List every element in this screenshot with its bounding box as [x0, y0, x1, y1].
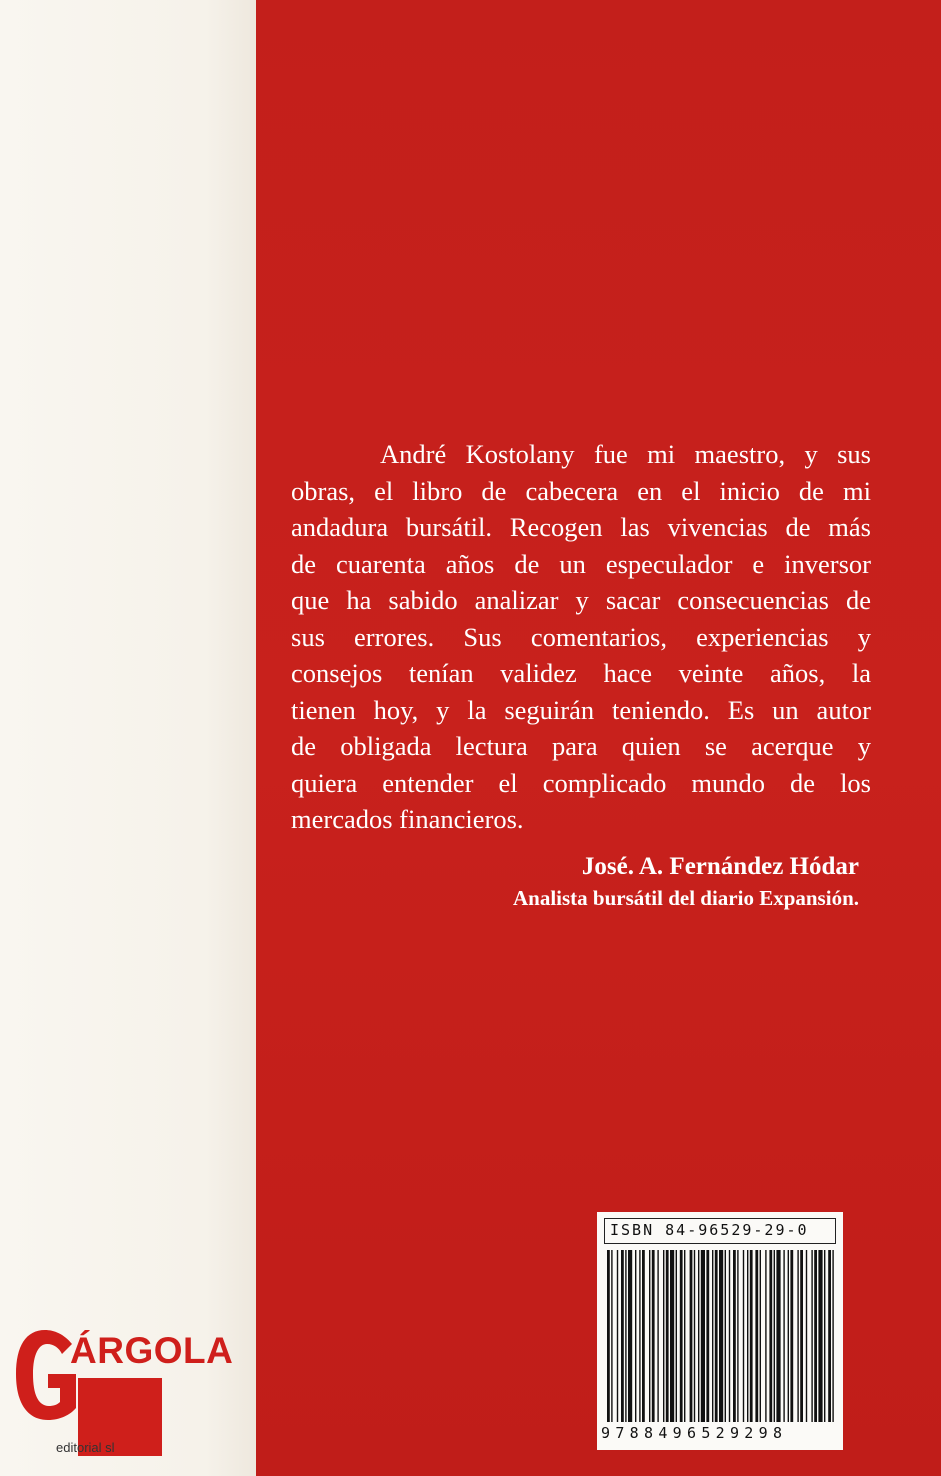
quote-line: mercados financieros. [291, 804, 524, 834]
barcode-bar [712, 1250, 713, 1422]
barcode-bar [797, 1250, 798, 1422]
barcode-bar [755, 1250, 758, 1422]
barcode-bar [828, 1250, 831, 1422]
quote-line: obras, el libro de cabecera en el inicio de mi [291, 475, 871, 506]
barcode-bar [706, 1250, 709, 1422]
quote-line: tienen hoy, y la seguirán teniendo. Es un autor [291, 694, 871, 725]
isbn-barcode [597, 1212, 843, 1450]
barcode-bar [814, 1250, 817, 1422]
barcode-bar [783, 1250, 784, 1422]
barcode-bar [698, 1250, 699, 1422]
barcode-bar [642, 1250, 645, 1422]
barcode-bar [663, 1250, 664, 1422]
quote-line: quiera entender el complicado mundo de los [291, 767, 871, 798]
barcode-bar [750, 1250, 753, 1422]
barcode-bar [715, 1250, 718, 1422]
barcode-bar [769, 1250, 772, 1422]
barcode-bar [737, 1250, 738, 1422]
quote-line: André Kostolany fue mi maestro, y sus [380, 439, 871, 469]
ean-number: 9788496529298 [601, 1424, 788, 1442]
barcode-bar [811, 1250, 812, 1422]
quote-author-role: Analista bursátil del diario Expansión. [513, 886, 859, 910]
quote-line: andadura bursátil. Recogen las vivencias de más [291, 512, 871, 542]
barcode-bar [652, 1250, 655, 1422]
barcode-bar [649, 1250, 650, 1422]
barcode-bar [806, 1250, 807, 1422]
barcode-bar [680, 1250, 683, 1422]
barcode-bar [733, 1250, 736, 1422]
publisher-logo [12, 1322, 232, 1462]
barcode-bar [657, 1250, 658, 1422]
barcode-bar [617, 1250, 618, 1422]
quote-line: de cuarenta años de un especulador e inversor [291, 548, 871, 579]
barcode-bar [747, 1250, 748, 1422]
barcode-bar [670, 1250, 674, 1422]
barcode-bar [725, 1250, 726, 1422]
barcode-bar [790, 1250, 793, 1422]
barcode-bar [719, 1250, 723, 1422]
quote-line: de obligada lectura para quien se acerque y [291, 731, 871, 761]
barcode-bar [818, 1250, 822, 1422]
barcode-bar [743, 1250, 744, 1422]
barcode-bar [625, 1250, 626, 1422]
barcode-bar [690, 1250, 693, 1422]
quote-line: consejos tenían validez hace veinte años, la [291, 658, 871, 688]
isbn-label: ISBN 84-96529-29-0 [604, 1218, 836, 1244]
barcode-bar [701, 1250, 705, 1422]
barcode-bar [729, 1250, 730, 1422]
barcode-bar [607, 1250, 610, 1422]
barcode-bar [684, 1250, 685, 1422]
barcode-bar [788, 1250, 789, 1422]
barcode-bar [676, 1250, 677, 1422]
barcode-bar [611, 1250, 612, 1422]
barcode-bar [635, 1250, 636, 1422]
barcode-bar [628, 1250, 632, 1422]
barcode-bar [639, 1250, 640, 1422]
barcode-bar [776, 1250, 780, 1422]
blurb-quote [291, 436, 871, 838]
barcode-bars [605, 1250, 835, 1422]
barcode-bar [765, 1250, 766, 1422]
quote-line: que ha sabido analizar y sacar consecuencias de [291, 585, 871, 615]
quote-author: José. A. Fernández Hódar [581, 853, 859, 880]
publisher-name: ÁRGOLA [70, 1330, 234, 1371]
barcode-bar [666, 1250, 669, 1422]
barcode-bar [824, 1250, 825, 1422]
barcode-bar [800, 1250, 803, 1422]
barcode-bar [694, 1250, 695, 1422]
barcode-bar [760, 1250, 761, 1422]
white-spine-strip [0, 0, 256, 1476]
quote-line: sus errores. Sus comentarios, experiencias y [291, 621, 871, 652]
barcode-bar [621, 1250, 624, 1422]
publisher-subtitle: editorial sl [56, 1440, 115, 1455]
barcode-bar [832, 1250, 833, 1422]
barcode-bar [774, 1250, 775, 1422]
